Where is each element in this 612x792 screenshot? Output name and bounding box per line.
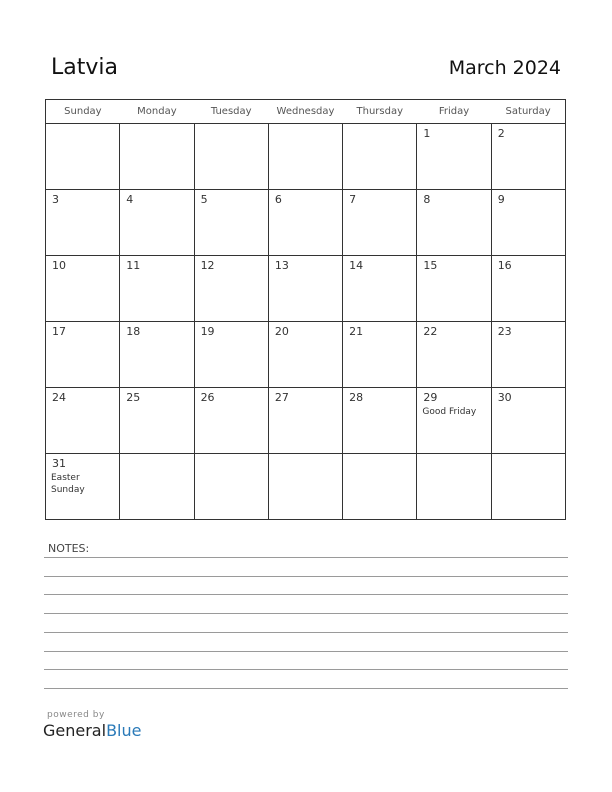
weekday-header: Saturday [491, 100, 565, 124]
calendar-body [46, 124, 566, 520]
day-cell[interactable] [46, 454, 120, 520]
day-cell[interactable] [120, 388, 194, 454]
day-number: 10 [52, 259, 66, 272]
day-number: 24 [52, 391, 66, 404]
day-cell[interactable] [491, 454, 565, 520]
weekday-header: Monday [120, 100, 194, 124]
day-cell[interactable] [417, 190, 491, 256]
holiday-label: Easter Sunday [51, 473, 85, 495]
notes-line [44, 632, 568, 633]
notes-line [44, 594, 568, 595]
day-cell[interactable] [417, 256, 491, 322]
holiday-label: Good Friday [422, 407, 477, 417]
week-row [46, 190, 566, 256]
day-cell[interactable] [194, 322, 268, 388]
day-number: 17 [52, 325, 66, 338]
day-number: 13 [274, 259, 289, 272]
day-number: 22 [423, 325, 438, 338]
day-cell[interactable] [491, 124, 565, 190]
day-number: 3 [52, 193, 59, 206]
day-cell[interactable] [268, 322, 342, 388]
day-number: 19 [200, 325, 215, 338]
day-number: 4 [126, 193, 134, 206]
day-cell[interactable] [194, 256, 268, 322]
day-cell[interactable] [343, 454, 417, 520]
week-row [46, 388, 566, 454]
country-title: Latvia [51, 55, 118, 80]
day-number: 23 [497, 325, 512, 338]
weekday-header: Tuesday [194, 100, 268, 124]
day-cell[interactable] [268, 388, 342, 454]
notes-line [44, 651, 568, 652]
day-number: 30 [497, 391, 512, 404]
day-cell[interactable] [491, 388, 565, 454]
month-title: March 2024 [448, 57, 561, 79]
brand-name-accent: Blue [106, 721, 142, 740]
weekday-header: Thursday [343, 100, 417, 124]
notes-line [44, 669, 568, 670]
day-cell[interactable] [491, 190, 565, 256]
weekday-header: Friday [417, 100, 491, 124]
weekday-header: Wednesday [268, 100, 342, 124]
day-number: 5 [200, 193, 208, 206]
day-number: 9 [497, 193, 505, 206]
day-cell[interactable] [268, 256, 342, 322]
day-cell[interactable] [120, 124, 194, 190]
day-number: 21 [349, 325, 364, 338]
day-cell[interactable] [417, 454, 491, 520]
day-number: 16 [497, 259, 512, 272]
day-number: 29 [423, 391, 438, 404]
week-row [46, 256, 566, 322]
powered-by-label: powered by [47, 710, 105, 720]
day-cell[interactable] [46, 388, 120, 454]
day-number: 20 [274, 325, 289, 338]
day-cell[interactable] [194, 454, 268, 520]
brand-logo[interactable] [43, 721, 141, 740]
day-number: 15 [423, 259, 438, 272]
day-cell[interactable] [343, 256, 417, 322]
notes-line [44, 557, 568, 558]
day-number: 12 [200, 259, 215, 272]
day-number: 2 [497, 127, 505, 140]
day-cell[interactable] [491, 322, 565, 388]
day-cell[interactable] [268, 124, 342, 190]
day-number: 28 [349, 391, 364, 404]
day-cell[interactable] [417, 124, 491, 190]
notes-line [44, 576, 568, 577]
day-cell[interactable] [268, 190, 342, 256]
day-number: 14 [349, 259, 364, 272]
week-row [46, 454, 566, 520]
day-number: 25 [126, 391, 141, 404]
notes-line [44, 688, 568, 689]
day-cell[interactable] [194, 124, 268, 190]
day-cell[interactable] [120, 256, 194, 322]
weekday-header: Sunday [46, 100, 120, 124]
brand-name-part: General [43, 721, 107, 740]
day-cell[interactable] [343, 322, 417, 388]
day-cell[interactable] [120, 190, 194, 256]
notes-label: NOTES: [48, 542, 90, 555]
day-cell[interactable] [417, 322, 491, 388]
day-number: 7 [349, 193, 357, 206]
day-cell[interactable] [46, 322, 120, 388]
calendar-grid [45, 99, 566, 520]
day-number: 18 [126, 325, 141, 338]
weekday-header-row [46, 100, 566, 124]
day-cell[interactable] [194, 190, 268, 256]
day-number: 8 [423, 193, 431, 206]
day-cell[interactable] [46, 124, 120, 190]
day-cell[interactable] [46, 190, 120, 256]
week-row [46, 124, 566, 190]
day-number: 11 [126, 259, 141, 272]
day-cell[interactable] [491, 256, 565, 322]
day-cell[interactable] [194, 388, 268, 454]
day-cell[interactable] [268, 454, 342, 520]
day-number: 31 [52, 457, 66, 470]
day-cell[interactable] [46, 256, 120, 322]
day-cell[interactable] [417, 388, 491, 454]
day-number: 27 [274, 391, 289, 404]
day-number: 26 [200, 391, 215, 404]
notes-line [44, 613, 568, 614]
day-number: 6 [274, 193, 282, 206]
day-cell[interactable] [120, 322, 194, 388]
day-cell[interactable] [343, 124, 417, 190]
day-cell[interactable] [120, 454, 194, 520]
day-cell[interactable] [343, 388, 417, 454]
day-number: 1 [423, 127, 431, 140]
week-row [46, 322, 566, 388]
day-cell[interactable] [343, 190, 417, 256]
